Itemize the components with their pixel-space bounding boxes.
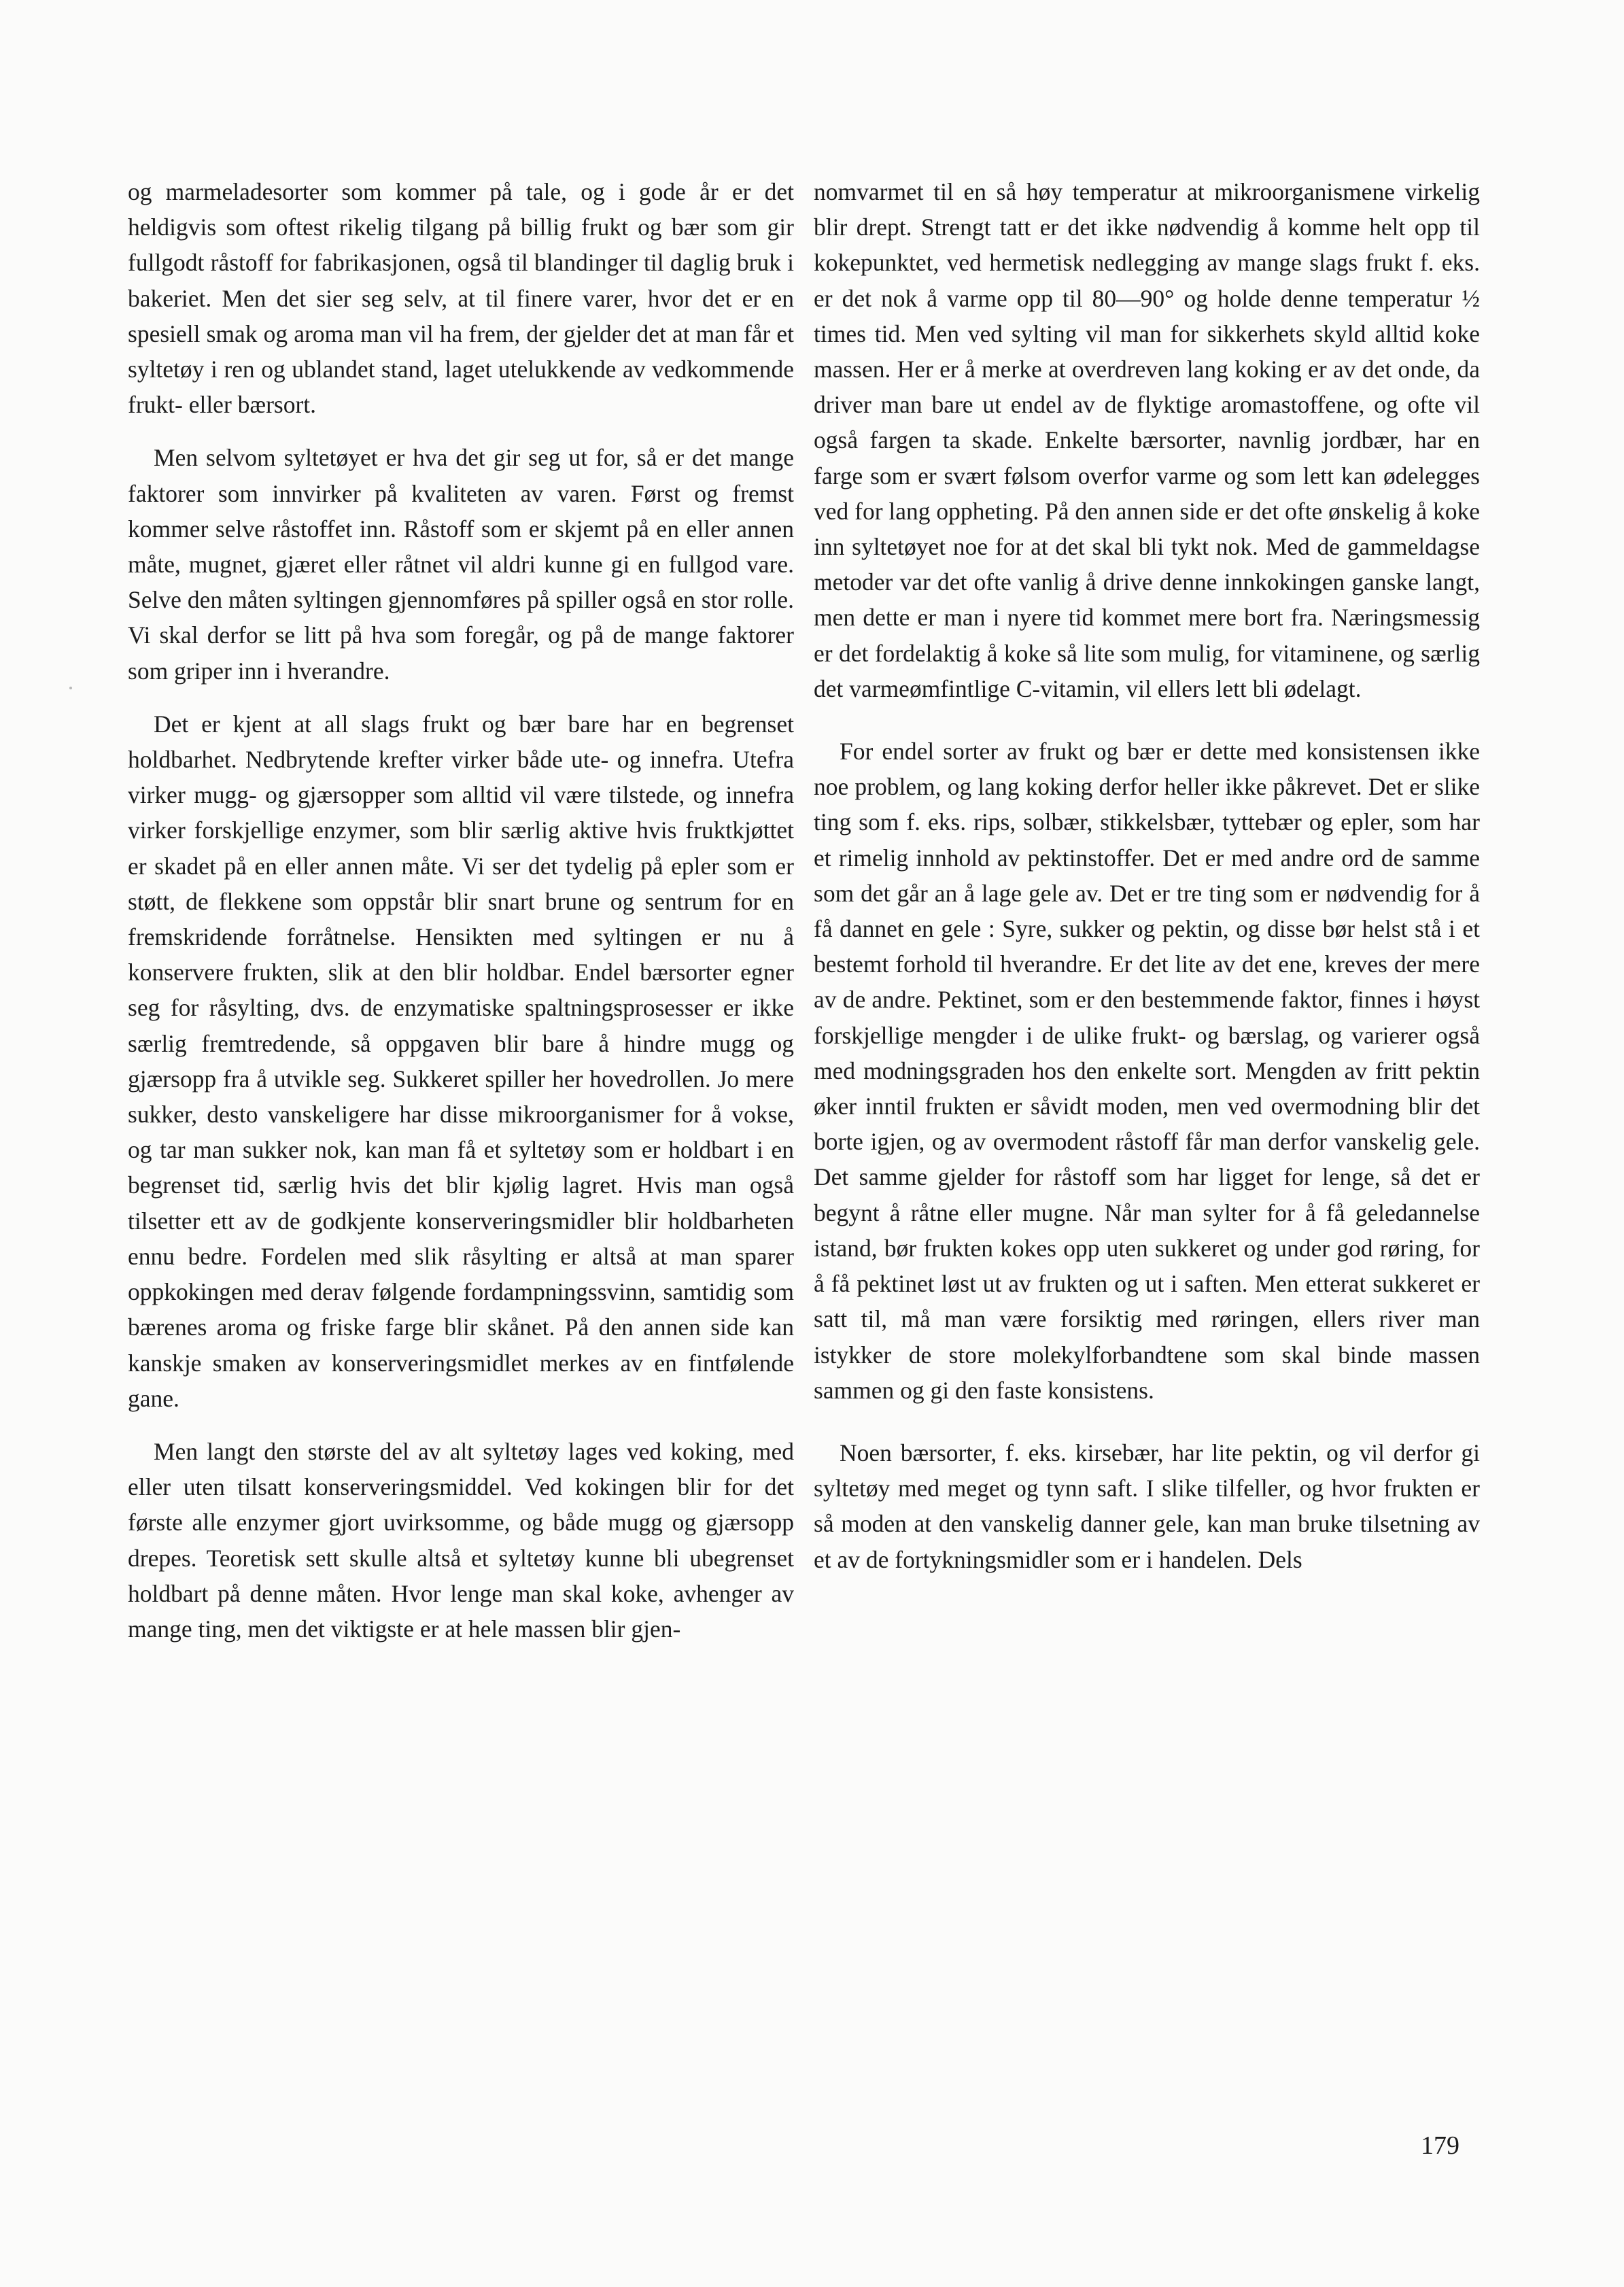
paragraph: nomvarmet til en så høy temperatur at mikroorganismene virkelig blir drept. Strengt tatt er det ikke nødvendig å komme helt opp til kokepunktet, ved hermetisk nedlegging av mange slags frukt f. eks. er det nok å varme opp til 80—90° og holde denne temperatur ½ times tid. Men ved sylting vil man for sikkerhets skyld alltid koke massen. Her er å merke at overdreven lang koking er av det onde, da driver man bare ut endel av de flyktige aromastoffene, og ofte vil også fargen ta skade. Enkelte bærsorter, navnlig jordbær, har en farge som er svært følsom overfor varme og som lett kan ødelegges ved for lang oppheting. På den annen side er det ofte ønskelig å koke inn syltetøyet noe for at det skal bli tykt nok. Med de gammeldagse metoder var det ofte vanlig å drive denne innkokingen ganske langt, men dette er man i nyere tid kommet mere bort fra. Næringsmessig er det fordelaktig å koke så lite som mulig, for vitaminene, og særlig det varmeømfintlige C-vitamin, vil ellers lett bli ødelagt. <box>814 178 1480 702</box>
paragraph: Det er kjent at all slags frukt og bær bare har en begrenset holdbarhet. Nedbrytende krefter virker både ute- og innefra. Utefra virker mugg- og gjærsopper som alltid vil være tilstede, og innefra virker forskjellige enzymer, som blir særlig aktive hvis fruktkjøttet er skadet på en eller annen måte. Vi ser det tydelig på epler som er støtt, de flekkene som oppstår blir snart brune og sentrum for en fremskridende forråtnelse. Hensikten med syltingen er nu å konservere frukten, slik at den blir holdbar. Endel bærsorter egner seg for råsylting, dvs. de enzymatiske spaltningsprosesser er ikke særlig fremtredende, så oppgaven blir bare å hindre mugg og gjærsopp fra å utvikle seg. Sukkeret spiller her hovedrollen. Jo mere sukker, desto vanskeligere har disse mikroorganismer for å vokse, og tar man sukker nok, kan man få et syltetøy som er holdbart i en begrenset tid, særlig hvis det blir kjølig lagret. Hvis man også tilsetter ett av de godkjente konserveringsmidler blir holdbarheten ennu bedre. Fordelen med slik råsylting er altså at man sparer oppkokingen med derav følgende fordampningssvinn, samtidig som bærenes aroma og friske farge blir skånet. På den annen side kan kanskje smaken av konserveringsmidlet merkes av en fintfølende gane. <box>128 710 794 1412</box>
paragraph: For endel sorter av frukt og bær er dette med konsistensen ikke noe problem, og lang koking derfor heller ikke påkrevet. Det er slike ting som f. eks. rips, solbær, stikkelsbær, tyttebær og epler, som har et rimelig innhold av pektinstoffer. Det er med andre ord de samme som det går an å lage gele av. Det er tre ting som er nødvendig for å få dannet en gele : Syre, sukker og pektin, og disse bør helst stå i et bestemt forhold til hverandre. Er det lite av det ene, kreves der mere av de andre. Pektinet, som er den bestemmende faktor, finnes i høyst forskjellige mengder i de ulike frukt- og bærslag, og varierer også med modningsgraden hos den enkelte sort. Mengden av fritt pektin øker inntil frukten er såvidt moden, men ved overmodning blir det borte igjen, og av overmodent råstoff får man derfor vanskelig gele. Det samme gjelder for råstoff som har ligget for lenge, så det er begynt å råtne eller mugne. Når man sylter for å få geledannelse istand, bør frukten kokes opp uten sukkeret og under god røring, for å få pektinet løst ut av frukten og ut i saften. Men etterat sukkeret er satt til, må man være forsiktig med røringen, ellers river man istykker de store molekylforbandtene som skal binde massen sammen og gi den faste konsistens. <box>814 738 1480 1404</box>
scan-speck <box>69 687 72 689</box>
page-number: 179 <box>1421 2131 1459 2160</box>
paragraph: Men langt den største del av alt syltetøy lages ved koking, med eller uten tilsatt konserveringsmiddel. Ved kokingen blir for det første alle enzymer gjort uvirksomme, og både mugg og gjærsopp drepes. Teoretisk sett skulle altså et syltetøy kunne bli ubegrenset holdbart på denne måten. Hvor lenge man skal koke, avhenger av mange ting, men det viktigste er at hele massen blir gjen- <box>128 1437 794 1643</box>
paragraph: Noen bærsorter, f. eks. kirsebær, har lite pektin, og vil derfor gi syltetøy med meget og tynn saft. I slike tilfeller, og hvor frukten er så moden at den vanskelig danner gele, kan man bruke tilsetning av et av de fortykningsmidler som er i handelen. Dels <box>814 1439 1480 1573</box>
paragraph: og marmeladesorter som kommer på tale, og i gode år er det heldigvis som oftest rikelig tilgang på billig frukt og bær som gir fullgodt råstoff for fabrikasjonen, også til blandinger til daglig bruk i bakeriet. Men det sier seg selv, at til finere varer, hvor det er en spesiell smak og aroma man vil ha frem, der gjelder det at man får et syltetøy i ren og ublandet stand, laget utelukkende av vedkommende frukt- eller bærsort. <box>128 178 794 419</box>
right-column <box>814 174 1480 1577</box>
paragraph: Men selvom syltetøyet er hva det gir seg ut for, så er det mange faktorer som innvirker på kvaliteten av varen. Først og fremst kommer selve råstoffet inn. Råstoff som er skjemt på en eller annen måte, mugnet, gjæret eller råtnet vil aldri kunne gi en fullgod vare. Selve den måten syltingen gjennomføres på spiller også en stor rolle. Vi skal derfor se litt på hva som foregår, og på de mange faktorer som griper inn i hverandre. <box>128 444 794 685</box>
left-column <box>128 174 794 1647</box>
